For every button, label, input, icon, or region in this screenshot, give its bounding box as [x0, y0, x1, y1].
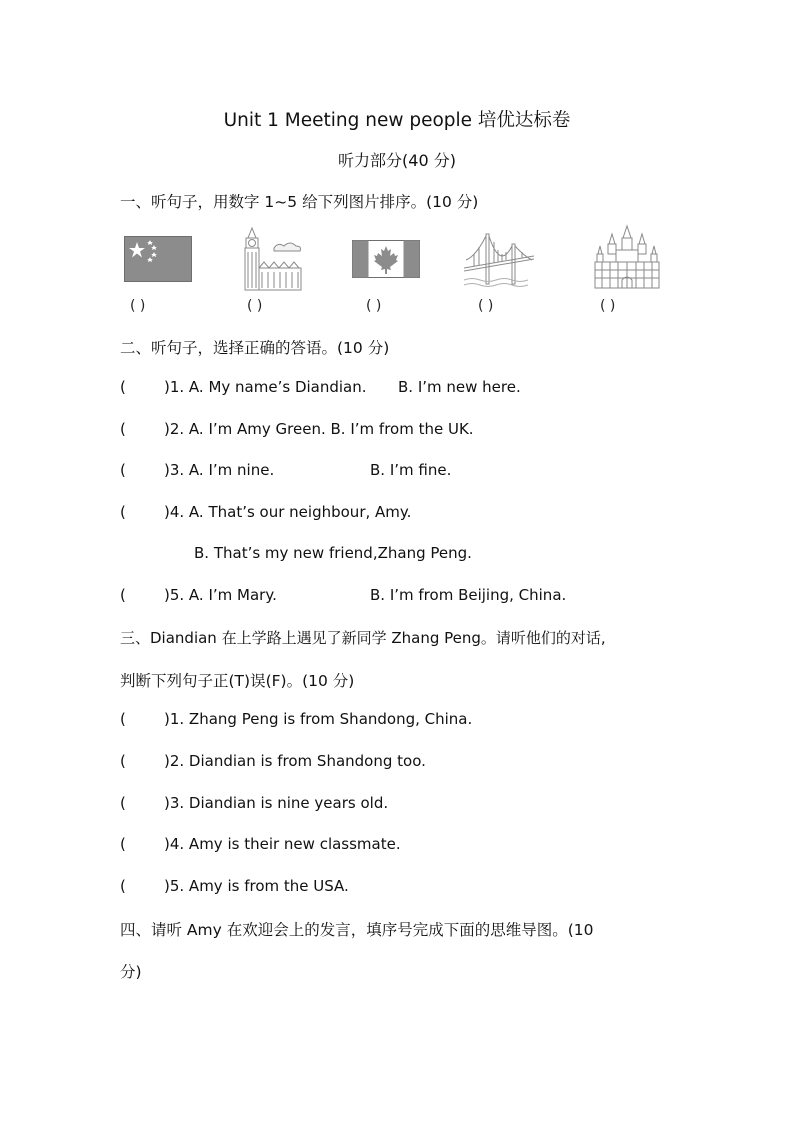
golden-gate-bridge-icon	[464, 230, 534, 288]
answer-blank[interactable]: (	[120, 710, 126, 728]
china-flag-icon	[124, 236, 192, 282]
option-b: B. I’m fine.	[370, 461, 452, 479]
option-b: B. I’m new here.	[398, 378, 521, 396]
answer-paren-1[interactable]: ( )	[130, 298, 146, 314]
answer-paren-3[interactable]: ( )	[366, 298, 382, 314]
answer-paren-5[interactable]: ( )	[600, 298, 616, 314]
section4-heading-line2: 分)	[120, 963, 142, 981]
section-subtitle: 听力部分(40 分)	[338, 151, 456, 170]
answer-blank[interactable]: (	[120, 835, 126, 853]
section3-heading-line2: 判断下列句子正(T)误(F)。(10 分)	[120, 672, 355, 690]
option-a: )5. A. I’m Mary.	[164, 586, 277, 604]
statement: )3. Diandian is nine years old.	[164, 794, 389, 812]
answer-blank[interactable]: (	[120, 877, 126, 895]
answer-blank[interactable]: (	[120, 378, 126, 396]
page-title: Unit 1 Meeting new people 培优达标卷	[223, 110, 571, 131]
option-a: )3. A. I’m nine.	[164, 461, 275, 479]
answer-blank[interactable]: (	[120, 503, 126, 521]
section2-heading: 二、听句子，选择正确的答语。(10 分)	[120, 339, 390, 357]
section4-heading-line1: 四、请听 Amy 在欢迎会上的发言，填序号完成下面的思维导图。(10	[120, 921, 594, 939]
answer-paren-2[interactable]: ( )	[247, 298, 263, 314]
big-ben-icon	[240, 226, 306, 292]
statement: )4. Amy is their new classmate.	[164, 835, 401, 853]
answer-blank[interactable]: (	[120, 794, 126, 812]
statement: )1. Zhang Peng is from Shandong, China.	[164, 710, 473, 728]
statement: )2. Diandian is from Shandong too.	[164, 752, 426, 770]
section3-heading-line1: 三、Diandian 在上学路上遇见了新同学 Zhang Peng。请听他们的对话,	[120, 629, 606, 647]
section1-heading: 一、听句子，用数字 1~5 给下列图片排序。(10 分)	[120, 193, 479, 211]
answer-blank[interactable]: (	[120, 461, 126, 479]
option-a: )4. A. That’s our neighbour, Amy.	[164, 503, 412, 521]
answer-blank[interactable]: (	[120, 586, 126, 604]
answer-blank[interactable]: (	[120, 752, 126, 770]
option-b: B. I’m from Beijing, China.	[370, 586, 567, 604]
answer-paren-4[interactable]: ( )	[478, 298, 494, 314]
statement: )5. Amy is from the USA.	[164, 877, 349, 895]
option-a: )2. A. I’m Amy Green. B. I’m from the UK.	[164, 420, 474, 438]
option-b: B. That’s my new friend,Zhang Peng.	[194, 544, 472, 562]
option-a: )1. A. My name’s Diandian.	[164, 378, 367, 396]
canada-flag-icon	[352, 240, 420, 278]
kremlin-icon	[592, 224, 662, 292]
answer-blank[interactable]: (	[120, 420, 126, 438]
